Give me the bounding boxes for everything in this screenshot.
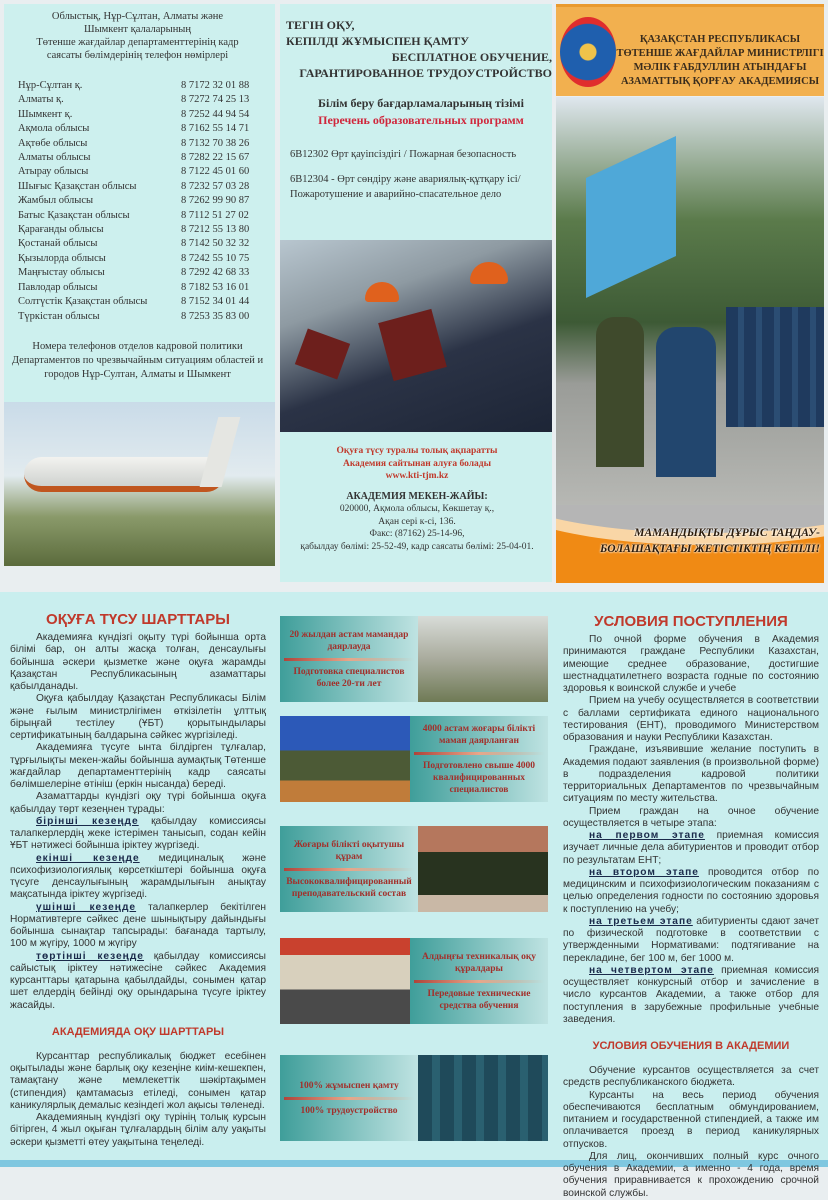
phone-number: 8 7152 34 01 44 xyxy=(181,296,250,308)
stage-text: приемная комиссия изучает личные дела абитуриентов и проводит отбор по результатам ЕНТ; xyxy=(563,830,819,866)
stage-label: екінші кезеңде xyxy=(36,852,140,864)
paragraph: По очной форме обучения в Академия принимаются граждане Республики Казахстан, имеющие среднее образование, достигшие шестнадцатилетнего возраста годные по состоянию здоровья к воинской службе и учебе xyxy=(563,634,819,694)
region-name: Түркістан облысы xyxy=(18,310,100,322)
address-line: Факс: (87162) 25-14-96, xyxy=(369,529,465,539)
paragraph: Обучение курсантов осуществляется за счет средств республиканского бюджета. xyxy=(563,1065,819,1089)
address-line: 020000, Ақмола облысы, Көкшетау қ., xyxy=(339,504,495,514)
region-name: Ақмола облысы xyxy=(18,123,90,135)
paragraph: Курсанты на весь период обучения обеспечиваются бесплатным обмундированием, питанием и государственной стипендией, а также им оплачивается проезд в период каникулярных отпусков. xyxy=(563,1089,819,1150)
program-item: 6В12302 Өрт қауіпсіздігі / Пожарная безопасность xyxy=(290,149,517,160)
region-name: Маңғыстау облысы xyxy=(18,267,105,279)
phone-row xyxy=(18,108,268,122)
card-kz: 4000 астам жоғары білікті маман даярланған xyxy=(422,723,536,746)
free-education-title xyxy=(286,17,552,81)
contact-info xyxy=(282,445,552,553)
stage-4 xyxy=(10,951,266,1012)
section-subtitle: АКАДЕМИЯДА ОҚУ ШАРТТАРЫ xyxy=(51,1025,225,1038)
stage-1 xyxy=(563,830,819,867)
phone-number: 8 7122 45 01 60 xyxy=(181,166,250,178)
info-line: Академия сайтынан алуға болады xyxy=(342,458,492,469)
address-line: Ақан сері к-сі, 136. xyxy=(378,516,456,527)
parade-flag-photo xyxy=(556,97,824,507)
slogan-line: БОЛАШАҚТАҒЫ ЖЕТІСТІКТІҢ КЕПІЛІ! xyxy=(600,543,820,555)
stage-3 xyxy=(10,902,266,951)
heading-line: Облыстық, Нұр-Сұлтан, Алматы және xyxy=(51,11,224,22)
phone-number: 8 7232 57 03 28 xyxy=(181,180,250,192)
phone-number: 8 7212 55 13 80 xyxy=(181,224,250,236)
header-line: МӘЛІК ҒАБДУЛЛИН АТЫНДАҒЫ xyxy=(633,62,807,73)
paragraph: Для лиц, окончивших полный курс очного обучения в Академии, а именно - 4 года, время обучения приравнивается к прохождению срочной воинской службы. xyxy=(563,1150,819,1199)
section-subtitle: УСЛОВИЯ ОБУЧЕНИЯ В АКАДЕМИИ xyxy=(592,1040,790,1052)
firefighter-photo xyxy=(418,616,548,702)
stage-text: проводится отбор по медицинским и психофизиологическим показаниям с целью определения годности по состоянию здоровья к поступлению на учебу; xyxy=(563,866,819,915)
faculty-group-photo xyxy=(418,826,548,912)
classroom-photo xyxy=(280,716,410,802)
phone-number: 8 7132 70 38 26 xyxy=(181,137,250,149)
heading-line: саясаты бөлімдерінің телефон нөмірлері xyxy=(46,50,229,61)
title-line: ТЕГІН ОҚУ, xyxy=(286,18,355,32)
phone-number: 8 7182 53 16 01 xyxy=(181,281,250,293)
phone-number: 8 7142 50 32 32 xyxy=(181,238,250,250)
airplane-fuselage xyxy=(24,457,224,492)
card-kz: Алдыңғы техникалық оқу құралдары xyxy=(421,951,537,974)
phones-footer: Номера телефонов отделов кадровой политики Департаментов по чрезвычайным ситуациям областей и городов Нұр-Султан, Алматы и Шымкент xyxy=(11,341,264,380)
phone-row xyxy=(18,137,268,151)
phone-row xyxy=(18,194,268,208)
stage-label: бірінші кезеңде xyxy=(36,815,139,827)
header-line: ҚАЗАҚСТАН РЕСПУБЛИКАСЫ xyxy=(639,34,801,45)
program-item: 6В12304 - Өрт сөндіру және авариялық-құтқару ісі/ Пожаротушение и аварийно-спасательное дело xyxy=(290,174,521,200)
heading-line: Шымкент қалаларының xyxy=(84,24,191,35)
feature-card xyxy=(280,1055,548,1141)
phone-row xyxy=(18,151,268,165)
phone-row xyxy=(18,295,268,309)
address-line: қабылдау бөлімі: 25-52-49, кадр саясаты бөлімі: 25-04-01. xyxy=(300,541,534,552)
phone-row xyxy=(18,223,268,237)
phone-row xyxy=(18,165,268,179)
section-title: УСЛОВИЯ ПОСТУПЛЕНИЯ xyxy=(594,613,788,630)
phone-number: 8 7112 51 27 02 xyxy=(181,209,249,221)
slogan-banner xyxy=(556,505,824,583)
stage-text: приемная комиссия осуществляет конкурсный отбор и зачисление в число курсантов Академии, а также отбор для поступления в зарубежные профильные учебные заведения. xyxy=(563,964,819,1025)
region-name: Қостанай облысы xyxy=(18,238,98,250)
stage-text: медициналық және психофизиологиялық көрсеткіштері бойынша оқуға түсуге денсаулығының жарамдылығын анықтау мақсатында іріктеу жүргізеді. xyxy=(10,852,267,901)
card-ru: 100% трудоустройство xyxy=(300,1105,398,1116)
header-line: АЗАМАТТЫҚ ҚОРҒАУ АКАДЕМИЯСЫ xyxy=(621,76,819,87)
stage-label: на четвертом этапе xyxy=(589,964,714,976)
graduates-photo xyxy=(418,1055,548,1141)
region-name: Солтүстік Қазақстан облысы xyxy=(18,296,148,308)
soldiers-row xyxy=(726,307,824,427)
info-line: Оқуға түсу туралы толық ақпаратты xyxy=(336,446,498,456)
phone-number: 8 7253 35 83 00 xyxy=(181,310,250,322)
paragraph: Академияға күндізгі оқыту түрі бойынша орта білімі бар, он алты жасқа толған, денсаулығы бойынша әскери қызметке және оқуға жарамды Қазақстан Республикасының азаматтары қабылданады. xyxy=(10,632,266,692)
academy-emblem xyxy=(560,17,616,87)
stage-text: абитуриенты сдают зачет по физической подготовке в соответствии с утвержденными Нормативами: подтягивание на перекладине, бег 100 м, бег 1000 м. xyxy=(563,915,819,964)
slogan-line: МАМАНДЫҚТЫ ДҰРЫС ТАҢДАУ- xyxy=(634,527,820,539)
title-line: ГАРАНТИРОВАННОЕ ТРУДОУСТРОЙСТВО xyxy=(299,66,552,80)
paragraph: Академияның күндізгі оқу түрінің толық курсын бітірген, 4 жыл оқыған тұлғалардың білім алу уақыты әскери қызметті өтеу уақытына теңеледі. xyxy=(10,1112,266,1148)
stage-3 xyxy=(563,916,819,965)
card-ru: Передовые технические средства обучения xyxy=(427,988,531,1011)
region-name: Жамбыл облысы xyxy=(18,195,94,207)
feature-card xyxy=(280,826,548,912)
stage-text: қабылдау комиссиясы сайыстық іріктеу нәтижесіне сәйкес Академия курсанттары қатарына қабылдайды, сонымен қатар шет елдердің бейінді оқу орындарына түсуге іріктеу жасайды. xyxy=(10,950,267,1011)
phone-row xyxy=(18,122,268,136)
paragraph: Азаматтарды күндізгі оқу түрі бойынша оқуға қабылдау төрт кезеңнен тұрады: xyxy=(10,791,266,815)
region-name: Атырау облысы xyxy=(18,166,89,178)
paragraph: Оқуға қабылдау Қазақстан Республикасы Білім және ғылым министрлігімен өткізілетін ұлттық бірыңғай тестілеу (ҰБТ) қорытындылары сертификатының балдарына сәйкес жүргізіледі. xyxy=(10,693,266,741)
region-name: Қарағанды облысы xyxy=(18,224,104,236)
programs-list xyxy=(290,95,552,202)
phones-heading xyxy=(10,10,265,62)
region-name: Алматы қ. xyxy=(18,94,64,106)
card-ru: Подготовка специалистов более 20-ти лет xyxy=(293,666,405,689)
region-name: Батыс Қазақстан облысы xyxy=(18,209,130,221)
region-name: Қызылорда облысы xyxy=(18,252,106,264)
oath-folder xyxy=(295,328,350,379)
region-name: Шығыс Қазақстан облысы xyxy=(18,180,137,192)
phone-row xyxy=(18,209,268,223)
card-ru: Подготовлено свыше 4000 квалифицированных специалистов xyxy=(423,760,535,795)
flag xyxy=(586,136,676,298)
stage-text: қабылдау комиссиясы талапкерлердің жеке істерімен танысып, содан кейін ҰБТ нәтижесі бойынша іріктеу жүргізеді. xyxy=(10,815,266,852)
phone-row xyxy=(18,180,268,194)
stage-2 xyxy=(563,867,819,916)
region-name: Павлодар облысы xyxy=(18,281,98,293)
stage-1 xyxy=(10,816,266,853)
card-kz: 20 жылдан астам мамандар даярлауда xyxy=(289,629,409,652)
stage-label: үшінші кезеңде xyxy=(36,901,137,913)
phone-row xyxy=(18,93,268,107)
programs-heading-kz: Білім беру бағдарламаларының тізімі xyxy=(318,96,524,110)
section-title: ОҚУҒА ТҮСУ ШАРТТАРЫ xyxy=(46,611,230,628)
academy-header xyxy=(556,4,824,96)
phone-row xyxy=(18,252,268,266)
rescue-training-photo xyxy=(280,938,410,1024)
region-name: Нұр-Сұлтан қ. xyxy=(18,80,83,91)
phone-number: 8 7282 22 15 67 xyxy=(181,152,250,164)
phone-number: 8 7162 55 14 71 xyxy=(181,123,250,135)
title-line: БЕСПЛАТНОЕ ОБУЧЕНИЕ, xyxy=(391,50,552,64)
phone-row xyxy=(18,237,268,251)
stage-text: талапкерлер бекітілген Нормативтерге сәйкес дене шынықтыру дайындығы бойынша сынақтар тапсырады: бағанада тартылу, 100 м жүгіру, 1000 м жүгіру xyxy=(10,901,266,950)
stage-label: на третьем этапе xyxy=(589,915,693,927)
paragraph: Прием граждан на очное обучение осуществляется в четыре этапа: xyxy=(563,805,819,829)
phone-number: 8 7272 74 25 13 xyxy=(181,94,250,106)
phone-number: 8 7242 55 10 75 xyxy=(181,252,250,264)
phone-row xyxy=(18,79,268,93)
stage-label: на первом этапе xyxy=(589,830,705,841)
phone-number: 8 7172 32 01 88 xyxy=(181,80,250,91)
card-ru: Высококвалифицированный преподавательский состав xyxy=(286,876,412,899)
airplane-photo xyxy=(4,402,275,566)
phone-list xyxy=(18,79,268,324)
region-name: Ақтөбе облысы xyxy=(18,137,88,149)
region-name: Алматы облысы xyxy=(18,152,91,164)
stage-label: төртінші кезеңде xyxy=(36,950,144,962)
website-link[interactable]: www.kti-tjm.kz xyxy=(385,471,449,481)
soldier xyxy=(596,317,644,467)
cadet-helmet xyxy=(365,282,399,302)
oath-photo xyxy=(280,240,552,432)
card-kz: Жоғары білікті оқытушы құрам xyxy=(293,839,405,862)
card-kz: 100% жұмыспен қамту xyxy=(299,1080,399,1091)
admission-conditions-kz xyxy=(10,610,266,1149)
stage-4 xyxy=(563,965,819,1026)
admission-conditions-ru xyxy=(563,612,819,1200)
stage-2 xyxy=(10,853,266,902)
paragraph: Граждане, изъявившие желание поступить в Академия подают заявления (в произвольной форме) в подразделения кадровой политики территориальных Департаментов по чрезвычайным ситуациям по месту жительства. xyxy=(563,744,820,805)
officer xyxy=(656,327,716,477)
phone-number: 8 7262 99 90 87 xyxy=(181,195,250,207)
stage-label: на втором этапе xyxy=(589,866,699,878)
oath-folder xyxy=(378,309,447,381)
header-line: ТӨТЕНШЕ ЖАҒДАЙЛАР МИНИСТРЛІГІ xyxy=(616,48,824,59)
programs-heading-ru: Перечень образовательных программ xyxy=(318,113,524,127)
airplane-tail xyxy=(200,417,241,487)
cadet-helmet xyxy=(470,262,508,284)
phone-row xyxy=(18,266,268,280)
paragraph: Прием на учебу осуществляется в соответствии с баллами сертификата единого национального тестирования (ЕНТ), проводимого Министерством образования и науки Республики Казахстан. xyxy=(563,695,819,743)
heading-line: Төтенше жағдайлар департаменттерінің кадр xyxy=(36,37,239,48)
feature-card xyxy=(280,616,548,702)
phone-row xyxy=(18,310,268,324)
address-title: АКАДЕМИЯ МЕКЕН-ЖАЙЫ: xyxy=(346,490,488,502)
phone-number: 8 7292 42 68 33 xyxy=(181,267,250,279)
phone-number: 8 7252 44 94 54 xyxy=(181,108,250,120)
region-name: Шымкент қ. xyxy=(18,108,73,120)
feature-card xyxy=(280,716,548,802)
paragraph: Курсанттар республикалық бюджет есебінен оқытылады және барлық оқу кезеңіне киім-кешекпен, тамақтану және мемлекеттік шәкіртақымен (стипендия) қамтамасыз етіледі, сонымен қатар каникулярлық демалыс кезіндегі жол ақысы төленеді. xyxy=(10,1050,266,1111)
feature-card xyxy=(280,938,548,1024)
paragraph: Академияға түсуге ынта білдірген тұлғалар, тұрғылықты мекен-жайы бойынша аумақтық Төтенше жағдайлар департаменттерінің кадр саясаты бөлімшелеріне өтініш (еркін нысанда) береді. xyxy=(10,742,266,790)
phone-row xyxy=(18,281,268,295)
title-line: КЕПІЛДІ ЖҰМЫСПЕН ҚАМТУ xyxy=(286,34,470,48)
